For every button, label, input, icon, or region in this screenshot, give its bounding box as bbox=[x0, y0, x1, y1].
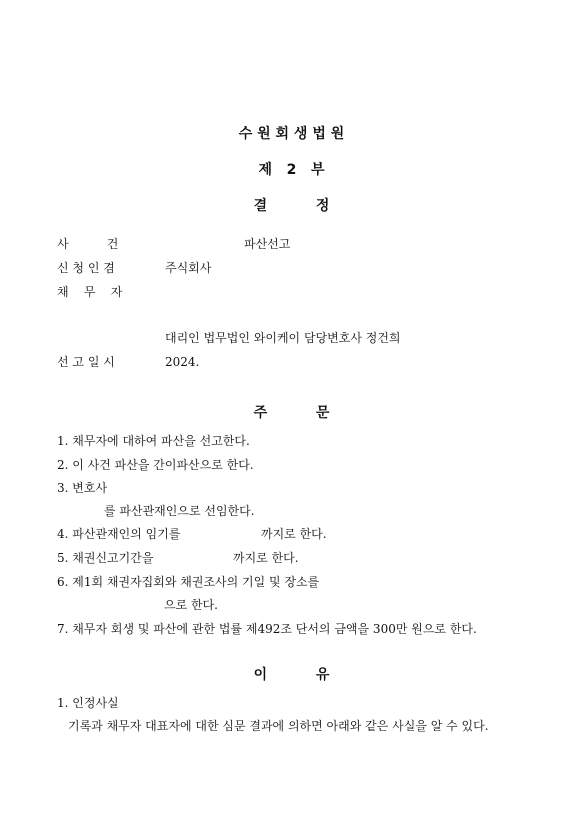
reasons-heading: 이 유 bbox=[253, 667, 330, 683]
order-item-1: 1. 채무자에 대하여 파산을 선고한다. bbox=[57, 434, 250, 448]
order-item-3: 3. 변호사 bbox=[57, 481, 108, 495]
reasons-subheading-1: 1. 인정사실 bbox=[57, 696, 119, 710]
order-item-4-continued: 까지로 한다. bbox=[261, 527, 327, 541]
order-item-4: 4. 파산관재인의 임기를 bbox=[57, 527, 181, 541]
order-item-5: 5. 채권신고기간을 bbox=[57, 551, 154, 565]
division-name: 제 2 부 bbox=[258, 162, 325, 178]
document-type-title: 결 정 bbox=[253, 198, 330, 214]
order-item-6-continued: 으로 한다. bbox=[164, 598, 218, 612]
date-label: 선 고 일 시 bbox=[57, 355, 115, 369]
case-label: 사 건 bbox=[57, 237, 119, 251]
order-item-7: 7. 채무자 회생 및 파산에 관한 법률 제492조 단서의 금액을 300만 원으로 한다. bbox=[57, 622, 477, 636]
order-item-6: 6. 제1회 채권자집회와 채권조사의 기일 및 장소를 bbox=[57, 575, 320, 589]
applicant-value: 주식회사 bbox=[165, 261, 212, 275]
agent-line: 대리인 법무법인 와이케이 담당변호사 정건희 bbox=[165, 331, 401, 345]
order-heading: 주 문 bbox=[253, 405, 330, 421]
court-name: 수 원 회 생 법 원 bbox=[238, 126, 345, 142]
applicant-label: 신 청 인 겸 bbox=[57, 261, 115, 275]
debtor-label: 채 무 자 bbox=[57, 285, 123, 299]
reasons-paragraph-1: 기록과 채무자 대표자에 대한 심문 결과에 의하면 아래와 같은 사실을 알 수 있다. bbox=[68, 719, 489, 733]
date-value: 2024. bbox=[165, 355, 200, 369]
order-item-3-continued: 를 파산관재인으로 선임한다. bbox=[104, 504, 255, 518]
order-item-2: 2. 이 사건 파산을 간이파산으로 한다. bbox=[57, 458, 254, 472]
order-item-5-continued: 까지로 한다. bbox=[233, 551, 299, 565]
case-value: 파산선고 bbox=[244, 237, 291, 251]
